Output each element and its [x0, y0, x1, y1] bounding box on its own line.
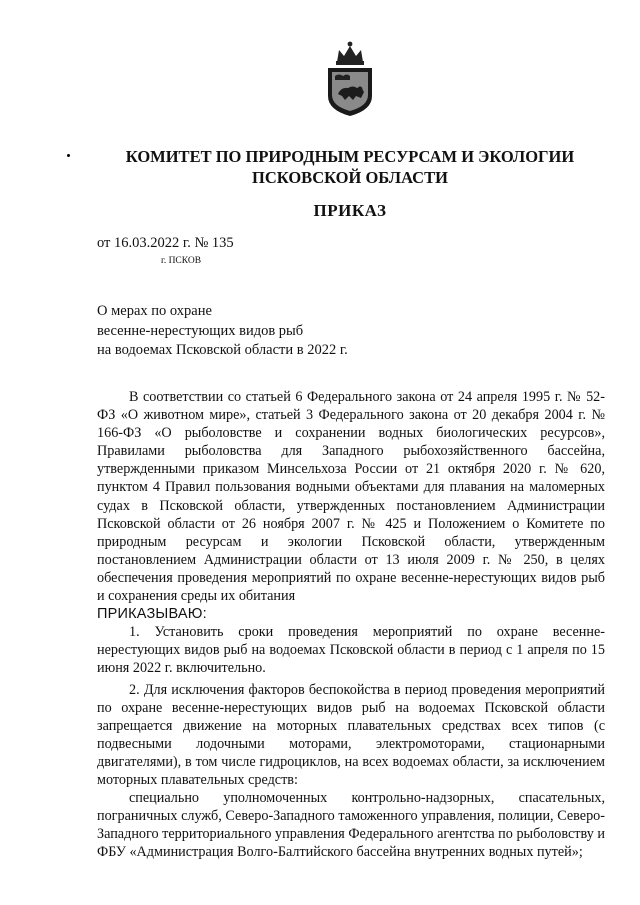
organization-name	[100, 146, 600, 188]
subject-line-2: весенне-нерестующих видов рыб	[97, 322, 304, 339]
date-and-number: от 16.03.2022 г. № 135	[97, 235, 234, 251]
city-name: г. ПСКОВ	[161, 256, 202, 266]
scan-speck	[67, 154, 70, 157]
organization-name-line-2: ПСКОВСКОЙ ОБЛАСТИ	[252, 168, 448, 187]
document-subject	[97, 302, 348, 361]
order-item-1: 1. Установить сроки проведения мероприятий по охране весенне-нерестующих видов рыб на водоемах Псковской области в период с 1 апреля по 15 июня 2022 г. включительно.	[97, 624, 605, 677]
subject-line-3: на водоемах Псковской области в 2022 г.	[97, 342, 348, 358]
order-item-2: 2. Для исключения факторов беспокойства в период проведения мероприятий по охране весенне-нерестующих видов рыб на водоемах Псковской области запрещается движение на моторных плавательных средствах всех типов (с подвесными лодочными моторами, электромоторами, стационарными двигателями), в том числе гидроциклов, на всех водоемах области, за исключением моторных плавательных средств:	[97, 681, 605, 788]
preamble-paragraph: В соответствии со статьей 6 Федерального закона от 24 апреля 1995 г. № 52-ФЗ «О животном мире», статьей 3 Федерального закона от 20 декабря 2004 г. № 166-ФЗ «О рыболовстве и сохранении водных биологических ресурсов», Правилами рыболовства для Западного рыбохозяйственного бассейна, утвержденными приказом Минсельхоза России от 21 октября 2020 г. № 620, пунктом 4 Правил пользования водными объектами для плавания на маломерных судах в Псковской области, утвержденных постановлением Администрации Псковской области от 26 ноября 2007 г. № 425 и Положением о Комитете по природным ресурсам и экологии Псковской области, утвержденным постановлением Администрации области от 13 июля 2009 г. № 250, в целях обеспечения проведения мероприятий по охране весенне-нерестующих видов рыб и сохранения среды их обитания	[97, 389, 605, 605]
subject-line-1: О мерах по охране	[97, 303, 212, 319]
document-type: ПРИКАЗ	[313, 201, 387, 220]
order-item-2-subitem: специально уполномоченных контрольно-надзорных, спасательных, пограничных служб, Северо-Западного таможенного управления, полиции, Северо-Западного территориального управления Федерального агентства по рыболовству и ФБУ «Администрация Волго-Балтийского бассейна внутренних водных путей»;	[97, 790, 605, 861]
document-body	[97, 388, 605, 861]
organization-name-line-1: КОМИТЕТ ПО ПРИРОДНЫМ РЕСУРСАМ И ЭКОЛОГИИ	[125, 147, 575, 166]
order-word: ПРИКАЗЫВАЮ:	[97, 606, 207, 623]
coat-of-arms-icon	[323, 38, 377, 118]
